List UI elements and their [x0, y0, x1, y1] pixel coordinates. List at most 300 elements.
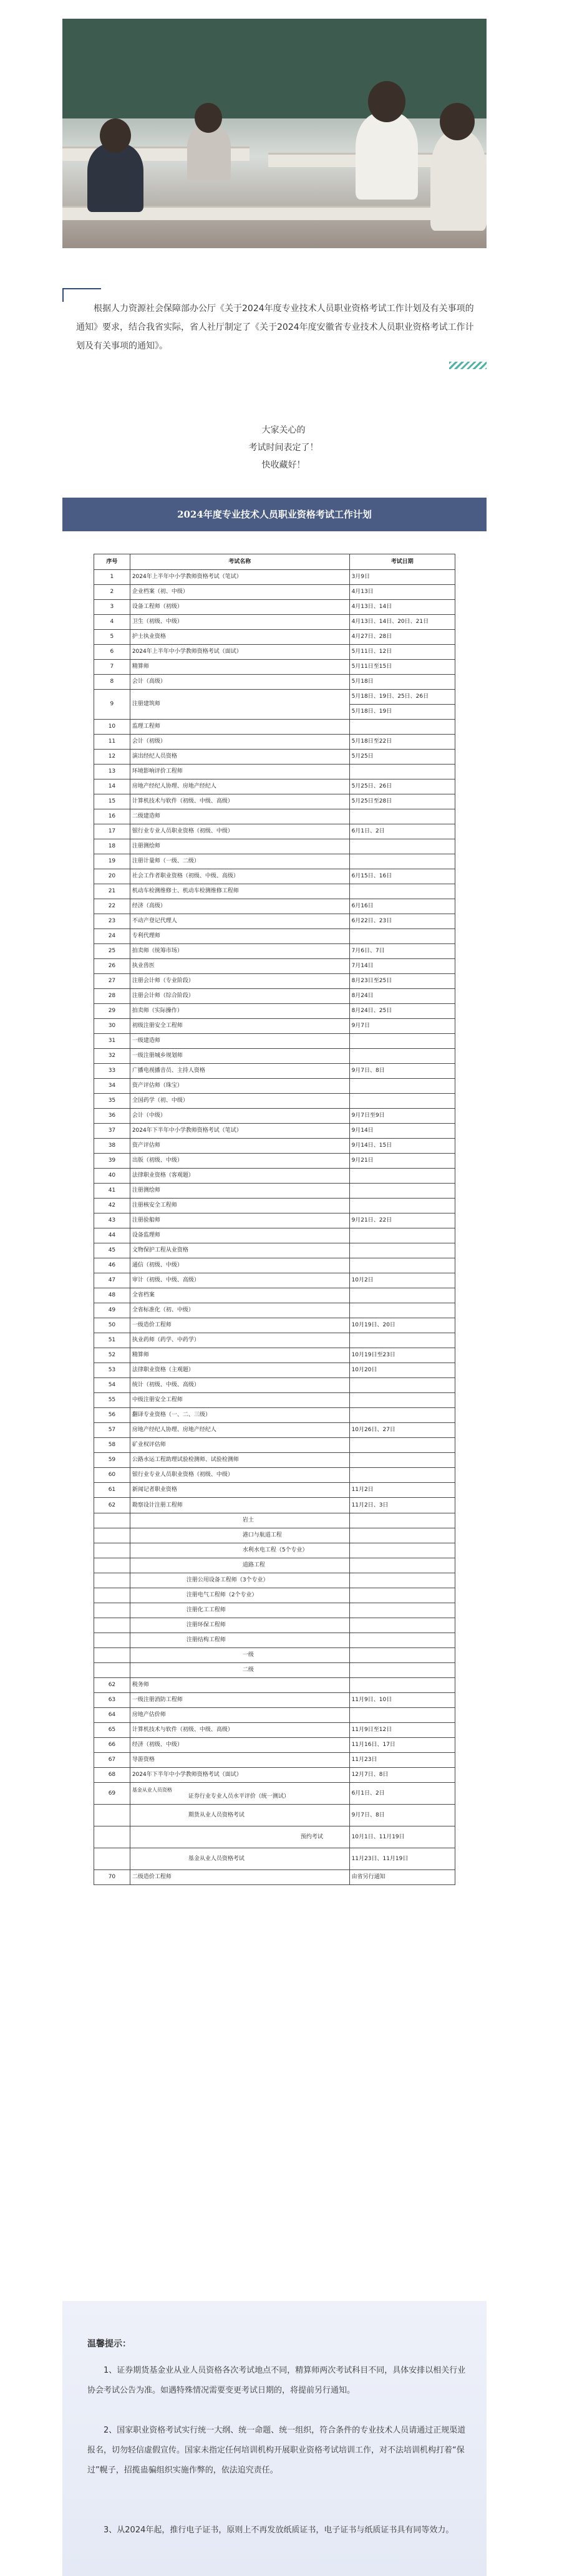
date-cell: 6月1日、2日 — [349, 824, 455, 839]
name-cell: 2024年上半年中小学教师资格考试（面试） — [130, 645, 349, 660]
seq-cell: 24 — [94, 929, 130, 944]
engineer-item-cell: 注册环保工程师 — [130, 1618, 349, 1633]
stripe-decoration — [449, 362, 487, 369]
name-cell: 注册测绘师 — [130, 839, 349, 854]
table-row — [94, 944, 455, 959]
name-cell: 注册验船师 — [130, 1213, 349, 1228]
table-row — [94, 1049, 455, 1064]
greeting-line: 大家关心的 — [261, 425, 306, 435]
structure-sub-cell: 二级 — [130, 1663, 349, 1678]
date-cell: 10月26日、27日 — [349, 1423, 455, 1438]
name-cell: 设备工程师（初级） — [130, 600, 349, 615]
table-row — [94, 660, 455, 675]
seq-cell: 20 — [94, 869, 130, 884]
date-cell: 5月11日、12日 — [349, 645, 455, 660]
table-row — [94, 735, 455, 750]
table-row — [94, 1139, 455, 1154]
seq-cell — [94, 1588, 130, 1603]
date-cell: 9月7日、8日 — [349, 1064, 455, 1079]
table-row — [94, 1723, 455, 1738]
civil-sub-cell: 道路工程 — [130, 1558, 349, 1573]
name-cell: 资产评估师 — [130, 1139, 349, 1154]
seq-cell: 8 — [94, 675, 130, 690]
name-cell: 执业兽医 — [130, 959, 349, 974]
date-cell — [349, 1258, 455, 1273]
note-item: 1、证券期货基金业从业人员资格各次考试地点不同，精算师两次考试科目不同，具体安排以相关行业协会考试公告为准。如遇特殊情况需要变更考试日期的，将提前另行通知。 — [87, 2366, 466, 2395]
fund-item-name: 证券行业专业人员水平评价（统一测试） — [188, 1793, 289, 1800]
fund-name-cell — [130, 1805, 349, 1826]
engineer-item-cell: 注册公用设备工程师（3个专业） — [130, 1573, 349, 1588]
table-row — [94, 884, 455, 899]
seq-cell: 34 — [94, 1079, 130, 1094]
date-cell — [349, 1408, 455, 1423]
name-cell: 一级造价工程师 — [130, 1318, 349, 1333]
table-row — [94, 1094, 455, 1109]
name-cell: 审计（初级、中级、高级） — [130, 1273, 349, 1288]
name-cell: 房地产经纪人协理、房地产经纪人 — [130, 1423, 349, 1438]
date-cell: 9月14日 — [349, 1124, 455, 1139]
name-cell: 导游资格 — [130, 1753, 349, 1768]
seq-cell: 62 — [94, 1678, 130, 1693]
name-cell: 银行业专业人员职业资格（初级、中级） — [130, 1468, 349, 1483]
seq-cell: 21 — [94, 884, 130, 899]
seq-cell: 7 — [94, 660, 130, 675]
date-cell — [349, 1558, 455, 1573]
table-row — [94, 779, 455, 794]
student-head — [195, 103, 222, 133]
date-cell: 4月13日、14日 — [349, 600, 455, 615]
table-row — [94, 869, 455, 884]
table-title: 2024年度专业技术人员职业资格考试工作计划 — [62, 498, 487, 531]
date-cell: 8月24日、25日 — [349, 1004, 455, 1019]
intro-box — [62, 288, 487, 369]
name-cell: 精算师 — [130, 1348, 349, 1363]
name-cell: 房地产估价师 — [130, 1708, 349, 1723]
table-row — [94, 1468, 455, 1483]
name-cell: 文物保护工程从业资格 — [130, 1243, 349, 1258]
name-cell: 拍卖师（实际操作） — [130, 1004, 349, 1019]
name-cell: 精算师 — [130, 660, 349, 675]
table-row — [94, 720, 455, 735]
seq-cell: 44 — [94, 1228, 130, 1243]
table-row — [94, 824, 455, 839]
table-row — [94, 1378, 455, 1393]
seq-cell: 58 — [94, 1438, 130, 1453]
table-row — [94, 794, 455, 809]
name-cell: 护士执业资格 — [130, 630, 349, 645]
fund-item-name: 期货从业人员资格考试 — [188, 1811, 245, 1818]
table-row — [94, 645, 455, 660]
seq-cell — [94, 1663, 130, 1678]
civil-sub-cell: 岩土 — [130, 1513, 349, 1528]
date-cell — [349, 765, 455, 779]
seq-cell: 35 — [94, 1094, 130, 1109]
date-cell: 10月20日 — [349, 1363, 455, 1378]
civil-sub-cell: 港口与航道工程 — [130, 1528, 349, 1543]
name-cell: 通信（初级、中级） — [130, 1258, 349, 1273]
table-row — [94, 1483, 455, 1498]
seq-cell: 57 — [94, 1423, 130, 1438]
hero-photo — [62, 19, 487, 248]
date-cell — [349, 1393, 455, 1408]
table-row — [94, 1633, 455, 1648]
table-row — [94, 1498, 455, 1513]
date-cell — [349, 720, 455, 735]
table-row — [94, 750, 455, 765]
date-cell — [349, 1648, 455, 1663]
fund-block-label: 基金从业人员资格 — [132, 1787, 172, 1793]
name-cell: 出版（初级、中级） — [130, 1154, 349, 1169]
seq-cell: 32 — [94, 1049, 130, 1064]
date-cell — [349, 1199, 455, 1213]
date-cell — [349, 1573, 455, 1588]
date-cell: 6月22日、23日 — [349, 914, 455, 929]
date-cell — [349, 1663, 455, 1678]
table-row — [94, 1363, 455, 1378]
seq-cell: 25 — [94, 944, 130, 959]
seq-cell: 69 — [94, 1783, 130, 1805]
name-cell: 注册核安全工程师 — [130, 1199, 349, 1213]
seq-cell: 65 — [94, 1723, 130, 1738]
name-cell: 计算机技术与软件（初级、中级、高级） — [130, 794, 349, 809]
date-cell — [349, 839, 455, 854]
date-cell — [349, 1079, 455, 1094]
date-cell: 5月25日至28日 — [349, 794, 455, 809]
name-cell: 经济（初级、中级） — [130, 1738, 349, 1753]
date-cell: 9月7日至9日 — [349, 1109, 455, 1124]
seq-cell: 26 — [94, 959, 130, 974]
table-row — [94, 675, 455, 690]
seq-cell: 41 — [94, 1184, 130, 1199]
seq-cell: 64 — [94, 1708, 130, 1723]
seq-cell: 29 — [94, 1004, 130, 1019]
table-header-row — [94, 554, 455, 570]
date-cell — [349, 1468, 455, 1483]
name-cell: 不动产登记代理人 — [130, 914, 349, 929]
table-row — [94, 989, 455, 1004]
table-row — [94, 1019, 455, 1034]
name-cell: 翻译专业资格（一、二、三级） — [130, 1408, 349, 1423]
date-cell — [349, 1543, 455, 1558]
name-cell: 税务师 — [130, 1678, 349, 1693]
seq-cell: 59 — [94, 1453, 130, 1468]
name-cell: 法律职业资格（客观题） — [130, 1169, 349, 1184]
civil-sub-cell: 水利水电工程（5个专业） — [130, 1543, 349, 1558]
table-row — [94, 1826, 455, 1848]
date-cell: 6月1日、2日 — [349, 1783, 455, 1805]
student — [87, 143, 143, 212]
date-cell: 11月9日、10日 — [349, 1693, 455, 1708]
name-cell: 一级建造师 — [130, 1034, 349, 1049]
note-item: 2、国家职业资格考试实行统一大纲、统一命题、统一组织，符合条件的专业技术人员请通过正规渠道报名，切勿轻信虚假宣传。国家未指定任何培训机构开展职业资格考试培训工作，对不法培训机构打着“保过”幌子，招揽蛊骗组织实施作弊的，依法追究责任。 — [87, 2426, 466, 2475]
engineer-item-cell: 注册化工工程师 — [130, 1603, 349, 1618]
date-cell — [349, 1094, 455, 1109]
date-cell: 4月27日、28日 — [349, 630, 455, 645]
name-cell: 全省标准化（初、中级） — [130, 1303, 349, 1318]
name-cell: 演出经纪人员资格 — [130, 750, 349, 765]
name-cell: 全国药学（初、中级） — [130, 1094, 349, 1109]
name-cell: 一级注册城乡规划师 — [130, 1049, 349, 1064]
table-row — [94, 1034, 455, 1049]
seq-cell — [94, 1618, 130, 1633]
name-cell: 专利代理师 — [130, 929, 349, 944]
date-cell — [349, 1513, 455, 1528]
date-cell — [349, 1228, 455, 1243]
seq-cell: 17 — [94, 824, 130, 839]
seq-cell: 49 — [94, 1303, 130, 1318]
date-cell: 3月9日 — [349, 570, 455, 585]
seq-cell: 33 — [94, 1064, 130, 1079]
table-row — [94, 1393, 455, 1408]
table-row — [94, 1303, 455, 1318]
fund-name-cell — [130, 1783, 349, 1805]
table-row — [94, 1243, 455, 1258]
date-cell: 11月2日 — [349, 1483, 455, 1498]
name-cell: 会计（初级） — [130, 735, 349, 750]
seq-cell: 51 — [94, 1333, 130, 1348]
seq-cell — [94, 1805, 130, 1826]
table-row — [94, 1288, 455, 1303]
table-row — [94, 899, 455, 914]
seq-cell: 10 — [94, 720, 130, 735]
name-cell: 环境影响评价工程师 — [130, 765, 349, 779]
seq-cell: 66 — [94, 1738, 130, 1753]
seq-cell: 47 — [94, 1273, 130, 1288]
seq-cell: 48 — [94, 1288, 130, 1303]
student-head — [440, 103, 475, 140]
seq-cell: 12 — [94, 750, 130, 765]
seq-cell: 2 — [94, 585, 130, 600]
table-row — [94, 974, 455, 989]
name-cell: 注册会计师（专业阶段） — [130, 974, 349, 989]
date-cell: 8月24日 — [349, 989, 455, 1004]
fund-name-cell — [130, 1826, 349, 1848]
name-cell: 经济（高级） — [130, 899, 349, 914]
name-cell: 统计（初级、中级、高级） — [130, 1378, 349, 1393]
seq-cell: 31 — [94, 1034, 130, 1049]
date-cell: 11月9日至12日 — [349, 1723, 455, 1738]
date-cell: 10月1日、11月19日 — [349, 1826, 455, 1848]
date-cell: 6月16日 — [349, 899, 455, 914]
date-cell — [349, 1453, 455, 1468]
structure-sub-cell: 一级 — [130, 1648, 349, 1663]
table-row — [94, 1753, 455, 1768]
table-row — [94, 600, 455, 615]
seq-cell: 14 — [94, 779, 130, 794]
name-cell: 二级造价工程师 — [130, 1870, 349, 1885]
name-cell: 广播电视播音员、主持人资格 — [130, 1064, 349, 1079]
name-cell: 全省档案 — [130, 1288, 349, 1303]
student — [430, 131, 487, 231]
fund-item-sub — [245, 1812, 357, 1818]
date-cell — [349, 1378, 455, 1393]
seq-cell — [94, 1528, 130, 1543]
seq-cell — [94, 1558, 130, 1573]
name-cell: 房地产经纪人协理、房地产经纪人 — [130, 779, 349, 794]
seq-cell: 1 — [94, 570, 130, 585]
table-row — [94, 1738, 455, 1753]
date-cell: 9月14日、15日 — [349, 1139, 455, 1154]
seq-cell: 23 — [94, 914, 130, 929]
chalkboard — [62, 19, 487, 118]
engineer-item-cell: 注册结构工程师 — [130, 1633, 349, 1648]
date-cell — [349, 1708, 455, 1723]
table-row — [94, 1169, 455, 1184]
date-cell: 5月25日、26日 — [349, 779, 455, 794]
table-row — [94, 570, 455, 585]
name-cell: 注册测绘师 — [130, 1184, 349, 1199]
name-cell: 初级注册安全工程师 — [130, 1019, 349, 1034]
table-row — [94, 1273, 455, 1288]
seq-cell: 50 — [94, 1318, 130, 1333]
table-row — [94, 1805, 455, 1826]
seq-cell: 11 — [94, 735, 130, 750]
name-cell: 注册会计师（综合阶段） — [130, 989, 349, 1004]
table-row — [94, 854, 455, 869]
date-cell: 5月11日至15日 — [349, 660, 455, 675]
table-row — [94, 1618, 455, 1633]
date-cell: 9月21日 — [349, 1154, 455, 1169]
table-row — [94, 1870, 455, 1885]
seq-cell: 67 — [94, 1753, 130, 1768]
name-cell: 注册计量师（一级、二级） — [130, 854, 349, 869]
table-row — [94, 1573, 455, 1588]
table-row — [94, 1848, 455, 1870]
table-row — [94, 1004, 455, 1019]
name-cell: 二级建造师 — [130, 809, 349, 824]
greeting-line: 考试时间表定了！ — [248, 443, 319, 453]
date-cell: 5月18日、19日 — [349, 705, 455, 720]
seq-cell: 4 — [94, 615, 130, 630]
name-cell: 银行业专业人员职业资格（初级、中级） — [130, 824, 349, 839]
date-cell — [349, 1169, 455, 1184]
seq-cell: 52 — [94, 1348, 130, 1363]
date-cell — [349, 1243, 455, 1258]
date-cell — [349, 1678, 455, 1693]
date-cell — [349, 884, 455, 899]
name-cell: 拍卖师（统筹市场） — [130, 944, 349, 959]
table-row — [94, 1693, 455, 1708]
seq-cell: 68 — [94, 1768, 130, 1783]
date-cell: 由省另行通知 — [349, 1870, 455, 1885]
name-cell: 机动车检测维修士、机动车检测维修工程师 — [130, 884, 349, 899]
student-head — [100, 118, 131, 153]
engineer-item-cell: 注册电气工程师（2个专业） — [130, 1588, 349, 1603]
table-row — [94, 1423, 455, 1438]
seq-cell — [94, 1573, 130, 1588]
date-cell — [349, 1603, 455, 1618]
table-row — [94, 1154, 455, 1169]
date-cell: 11月16日、17日 — [349, 1738, 455, 1753]
seq-cell: 16 — [94, 809, 130, 824]
date-cell — [349, 1588, 455, 1603]
fund-name-cell — [130, 1848, 349, 1870]
seq-cell — [94, 1603, 130, 1618]
name-cell: 会计（中级） — [130, 1109, 349, 1124]
table-row — [94, 615, 455, 630]
seq-cell: 37 — [94, 1124, 130, 1139]
table-row — [94, 1064, 455, 1079]
student-head — [368, 81, 405, 122]
name-cell: 注册建筑师 — [130, 690, 349, 720]
table-row — [94, 839, 455, 854]
table-row — [94, 1768, 455, 1783]
seq-cell: 9 — [94, 690, 130, 720]
name-cell: 监理工程师 — [130, 720, 349, 735]
date-cell: 7月14日 — [349, 959, 455, 974]
seq-cell: 39 — [94, 1154, 130, 1169]
table-row — [94, 585, 455, 600]
table-row — [94, 1184, 455, 1199]
table-row — [94, 1708, 455, 1723]
name-cell: 设备监理师 — [130, 1228, 349, 1243]
date-cell: 8月23日至25日 — [349, 974, 455, 989]
date-cell: 10月2日 — [349, 1273, 455, 1288]
fund-item-name: 基金从业人员资格考试 — [188, 1855, 245, 1862]
table-row — [94, 1348, 455, 1363]
header-seq: 序号 — [94, 554, 130, 570]
table-row — [94, 1199, 455, 1213]
seq-cell: 40 — [94, 1169, 130, 1184]
date-cell — [349, 1618, 455, 1633]
table-row — [94, 1258, 455, 1273]
name-cell: 矿业权评估师 — [130, 1438, 349, 1453]
name-cell: 2024年下半年中小学教师资格考试（面试） — [130, 1768, 349, 1783]
name-cell: 资产评估师（珠宝） — [130, 1079, 349, 1094]
exam-schedule-table — [94, 554, 455, 1885]
table-row — [94, 1109, 455, 1124]
student — [187, 125, 231, 181]
table-row — [94, 1079, 455, 1094]
date-cell: 5月25日 — [349, 750, 455, 765]
table-row — [94, 929, 455, 944]
date-cell — [349, 1633, 455, 1648]
seq-cell: 61 — [94, 1483, 130, 1498]
date-cell: 5月18日至22日 — [349, 735, 455, 750]
seq-cell: 70 — [94, 1870, 130, 1885]
table-row — [94, 1438, 455, 1453]
table-row — [94, 1228, 455, 1243]
seq-cell: 46 — [94, 1258, 130, 1273]
table-row — [94, 1318, 455, 1333]
seq-cell: 56 — [94, 1408, 130, 1423]
seq-cell: 30 — [94, 1019, 130, 1034]
date-cell: 11月2日、3日 — [349, 1498, 455, 1513]
seq-cell: 45 — [94, 1243, 130, 1258]
engineer-block-label: 勘察设计注册工程师 — [130, 1498, 349, 1513]
date-cell — [349, 1303, 455, 1318]
table-row — [94, 690, 455, 705]
date-cell: 9月7日、8日 — [349, 1805, 455, 1826]
date-cell: 9月7日 — [349, 1019, 455, 1034]
table-row — [94, 1453, 455, 1468]
seq-cell: 36 — [94, 1109, 130, 1124]
name-cell: 会计（高级） — [130, 675, 349, 690]
date-cell: 4月13日 — [349, 585, 455, 600]
name-cell: 社会工作者职业资格（初级、中级、高级） — [130, 869, 349, 884]
table-row — [94, 1124, 455, 1139]
date-cell: 5月18日 — [349, 675, 455, 690]
date-cell: 5月18日、19日、25日、26日 — [349, 690, 455, 705]
table-row — [94, 765, 455, 779]
table-row — [94, 1783, 455, 1805]
name-cell: 执业药师（药学、中药学） — [130, 1333, 349, 1348]
table-row — [94, 1513, 455, 1528]
header-date: 考试日期 — [349, 554, 455, 570]
name-cell: 2024年下半年中小学教师资格考试（笔试） — [130, 1124, 349, 1139]
table-row — [94, 1678, 455, 1693]
date-cell: 7月6日、7日 — [349, 944, 455, 959]
